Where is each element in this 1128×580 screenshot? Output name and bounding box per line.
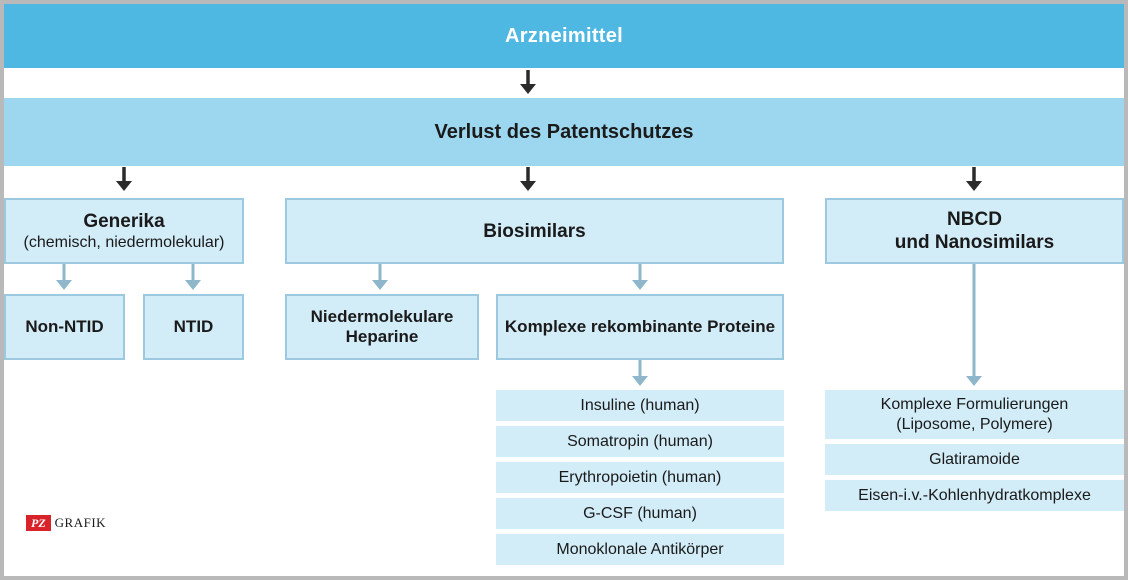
ntid-label: NTID bbox=[173, 317, 214, 336]
arrow-biosimilars-to-heparine bbox=[372, 264, 388, 290]
patent-node-label: Verlust des Patentschutzes bbox=[434, 120, 694, 143]
list-item-somatropin bbox=[496, 426, 784, 457]
eisen-label: Eisen-i.v.-Kohlenhydratkomplexe bbox=[858, 486, 1091, 504]
heparine-label: Niedermolekulare Heparine bbox=[310, 307, 454, 346]
arrow-patent-to-nbcd bbox=[966, 167, 982, 191]
proteine-label: Komplexe rekombinante Proteine bbox=[504, 317, 776, 336]
g-csf-label: G-CSF (human) bbox=[583, 504, 697, 522]
arrow-proteine-to-list bbox=[632, 360, 648, 386]
root-node-label: Arzneimittel bbox=[504, 24, 624, 47]
arrow-generika-to-non-ntid bbox=[56, 264, 72, 290]
node-biosimilars bbox=[285, 198, 784, 264]
generika-title: Generika bbox=[83, 210, 165, 232]
node-non-ntid bbox=[4, 294, 125, 360]
arrow-biosimilars-to-proteine bbox=[632, 264, 648, 290]
node-generika bbox=[4, 198, 244, 264]
list-item-erythropoietin bbox=[496, 462, 784, 493]
list-item-komplexe-formulierungen bbox=[825, 390, 1124, 439]
grafik-label: GRAFIK bbox=[54, 515, 107, 530]
generika-subtitle: (chemisch, niedermolekular) bbox=[23, 233, 225, 251]
node-niedermolekulare-heparine bbox=[285, 294, 479, 360]
arrow-generika-to-ntid bbox=[185, 264, 201, 290]
insuline-label: Insuline (human) bbox=[580, 396, 700, 414]
nbcd-title-line2: und Nanosimilars bbox=[894, 232, 1055, 253]
list-item-eisen bbox=[825, 480, 1124, 511]
erythropoietin-label: Erythropoietin (human) bbox=[558, 468, 722, 486]
arrow-root-to-patent bbox=[520, 70, 536, 94]
diagram-canvas bbox=[4, 4, 1124, 576]
list-item-glatiramoide bbox=[825, 444, 1124, 475]
biosimilars-title: Biosimilars bbox=[483, 220, 586, 242]
formulierungen-label: Komplexe Formulierungen (Liposome, Polymere) bbox=[880, 395, 1069, 433]
list-item-antikoerper bbox=[496, 534, 784, 565]
list-item-g-csf bbox=[496, 498, 784, 529]
arrow-patent-to-biosimilars bbox=[520, 167, 536, 191]
list-item-insuline bbox=[496, 390, 784, 421]
node-ntid bbox=[143, 294, 244, 360]
non-ntid-label: Non-NTID bbox=[25, 317, 104, 336]
arrow-nbcd-to-list bbox=[966, 264, 982, 386]
node-nbcd bbox=[825, 198, 1124, 264]
node-verlust-patentschutz bbox=[4, 98, 1124, 166]
arrow-patent-to-generika bbox=[116, 167, 132, 191]
glatiramoide-label: Glatiramoide bbox=[929, 450, 1020, 468]
pz-logo-mark: PZ bbox=[26, 515, 51, 531]
pz-grafik-logo bbox=[26, 515, 106, 531]
antikoerper-label: Monoklonale Antikörper bbox=[556, 540, 724, 558]
node-komplexe-proteine bbox=[496, 294, 784, 360]
root-node-arzneimittel bbox=[4, 4, 1124, 68]
nbcd-title-line1: NBCD bbox=[947, 209, 1002, 230]
somatropin-label: Somatropin (human) bbox=[567, 432, 713, 450]
